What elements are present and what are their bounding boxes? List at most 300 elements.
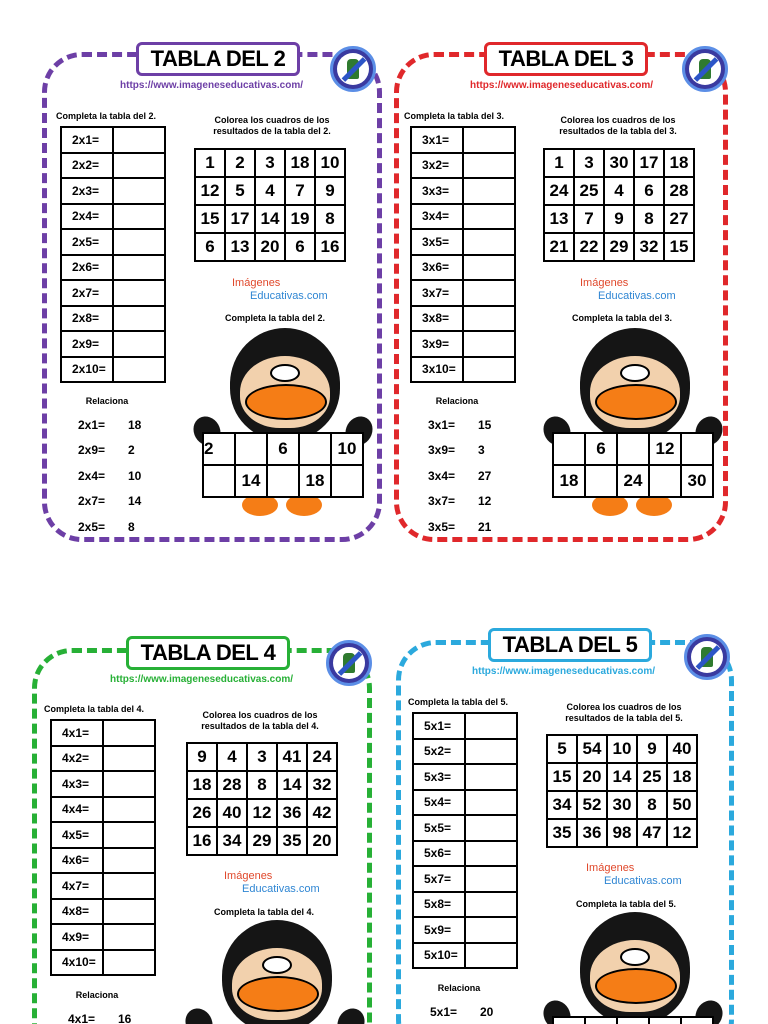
multiplication-question: 4x9=: [51, 924, 103, 950]
table-row: [51, 873, 155, 899]
answer-cell[interactable]: [113, 280, 165, 306]
grid-row: [547, 819, 697, 847]
grid-cell[interactable]: 5: [547, 735, 577, 763]
grid-cell[interactable]: 36: [577, 819, 607, 847]
relaciona-row[interactable]: [60, 514, 168, 540]
answer-cell[interactable]: [113, 229, 165, 255]
relaciona-row[interactable]: [410, 514, 518, 540]
logo-line1: Imágenes: [232, 277, 281, 289]
multiplication-question: 3x3=: [411, 178, 463, 204]
grid-cell[interactable]: 1: [544, 149, 574, 177]
grid-cell[interactable]: 5: [225, 177, 255, 205]
relaciona-answer: 2: [128, 443, 135, 458]
answer-cell[interactable]: [103, 720, 155, 746]
multiplication-question: 3x1=: [411, 127, 463, 153]
table-row: [411, 357, 515, 383]
table-row: [413, 917, 517, 943]
grid-cell[interactable]: 18: [667, 763, 697, 791]
grid-row: [195, 233, 345, 261]
grid-cell[interactable]: 3: [574, 149, 604, 177]
source-url[interactable]: https://www.imageneseducativas.com/: [106, 674, 297, 685]
grid-cell[interactable]: 4: [604, 177, 634, 205]
table-row: [61, 280, 165, 306]
grid-cell[interactable]: 47: [637, 819, 667, 847]
answer-cell[interactable]: [103, 822, 155, 848]
brand-badge-icon: [682, 46, 728, 92]
answer-cell[interactable]: [113, 306, 165, 332]
table-row: [411, 255, 515, 281]
relaciona-row[interactable]: [50, 1006, 158, 1024]
grid-row: [547, 763, 697, 791]
multiplication-question: 4x3=: [51, 771, 103, 797]
answer-cell[interactable]: [463, 255, 515, 281]
grid-cell[interactable]: 6: [634, 177, 664, 205]
grid-cell[interactable]: 21: [544, 233, 574, 261]
grid-cell[interactable]: 14: [607, 763, 637, 791]
answer-cell[interactable]: [463, 280, 515, 306]
grid-row: [544, 177, 694, 205]
complete-table-label: Completa la tabla del 5.: [408, 697, 509, 707]
grid-cell[interactable]: 27: [664, 205, 694, 233]
relaciona-question: 2x5=: [78, 519, 106, 534]
grid-cell[interactable]: 7: [285, 177, 315, 205]
relaciona-row[interactable]: [60, 489, 168, 515]
answer-cell[interactable]: [103, 797, 155, 823]
penguin-grid-cell[interactable]: [617, 1017, 649, 1024]
brand-logo: [580, 277, 676, 303]
penguin-grid-row: [553, 1017, 713, 1024]
relaciona-answer: 3: [478, 443, 485, 458]
table-row: [51, 924, 155, 950]
relaciona-title: Relaciona: [437, 983, 481, 993]
answer-cell[interactable]: [465, 866, 517, 892]
color-instruction: Colorea los cuadros de los resultados de la tabla del 4.: [201, 710, 319, 731]
grid-cell[interactable]: 10: [607, 735, 637, 763]
grid-cell[interactable]: 8: [315, 205, 345, 233]
penguin-grid-cell[interactable]: 12: [649, 433, 681, 465]
multiplication-question: 4x1=: [51, 720, 103, 746]
grid-row: [547, 735, 697, 763]
grid-cell[interactable]: 40: [217, 799, 247, 827]
answer-cell[interactable]: [465, 815, 517, 841]
grid-cell[interactable]: 4: [217, 743, 247, 771]
grid-cell[interactable]: 4: [255, 177, 285, 205]
relaciona-question: 2x4=: [78, 468, 106, 483]
penguin-wing: [332, 1004, 370, 1024]
table-row: [411, 306, 515, 332]
penguin-grid-cell[interactable]: 10: [331, 433, 363, 465]
table-row: [413, 713, 517, 739]
answer-cell[interactable]: [465, 764, 517, 790]
grid-cell[interactable]: 18: [187, 771, 217, 799]
multiplication-question: 4x10=: [51, 950, 103, 976]
relaciona-section: [410, 396, 518, 540]
multiplication-question: 2x9=: [61, 331, 113, 357]
answer-cell[interactable]: [463, 229, 515, 255]
grid-cell[interactable]: 17: [225, 205, 255, 233]
multiplication-table: [50, 719, 156, 976]
grid-cell[interactable]: 17: [634, 149, 664, 177]
relaciona-answer: 12: [478, 494, 492, 509]
grid-row: [187, 771, 337, 799]
answer-cell[interactable]: [465, 943, 517, 969]
multiplication-question: 3x9=: [411, 331, 463, 357]
penguin-grid-cell[interactable]: [681, 1017, 713, 1024]
source-url[interactable]: https://www.imageneseducativas.com/: [468, 666, 659, 677]
brand-logo: [232, 277, 328, 303]
grid-cell[interactable]: 8: [637, 791, 667, 819]
table-row: [411, 127, 515, 153]
table-row: [51, 746, 155, 772]
brand-badge-icon: [684, 634, 730, 680]
multiplication-question: 5x10=: [413, 943, 465, 969]
multiplication-question: 5x9=: [413, 917, 465, 943]
grid-cell[interactable]: 32: [307, 771, 337, 799]
relaciona-row[interactable]: [410, 412, 518, 438]
penguin-grid-cell[interactable]: [235, 433, 267, 465]
grid-cell[interactable]: 12: [247, 799, 277, 827]
answer-cell[interactable]: [103, 746, 155, 772]
table-row: [413, 841, 517, 867]
table-row: [61, 229, 165, 255]
grid-cell[interactable]: 40: [667, 735, 697, 763]
grid-cell[interactable]: 19: [285, 205, 315, 233]
answer-cell[interactable]: [113, 204, 165, 230]
table-row: [413, 892, 517, 918]
multiplication-question: 2x4=: [61, 204, 113, 230]
penguin-grid-cell[interactable]: [617, 433, 649, 465]
multiplication-question: 2x1=: [61, 127, 113, 153]
grid-cell[interactable]: 24: [544, 177, 574, 205]
penguin-grid-cell[interactable]: [267, 465, 299, 497]
penguin-grid-cell[interactable]: 6: [267, 433, 299, 465]
answer-cell[interactable]: [465, 841, 517, 867]
table-row: [411, 229, 515, 255]
answer-cell[interactable]: [463, 178, 515, 204]
complete-table-label: Completa la tabla del 2.: [56, 111, 157, 121]
table-row: [411, 178, 515, 204]
color-grid: [186, 742, 338, 856]
multiplication-question: 3x4=: [411, 204, 463, 230]
grid-cell[interactable]: 29: [247, 827, 277, 855]
answer-cell[interactable]: [103, 873, 155, 899]
relaciona-answer: 18: [128, 417, 142, 432]
grid-cell[interactable]: 36: [277, 799, 307, 827]
grid-cell[interactable]: 42: [307, 799, 337, 827]
relaciona-row[interactable]: [60, 412, 168, 438]
penguin-grid-cell[interactable]: [553, 433, 585, 465]
penguin-grid-cell[interactable]: 2: [203, 433, 235, 465]
table-row: [61, 306, 165, 332]
grid-cell[interactable]: 28: [217, 771, 247, 799]
logo-line2: Educativas.com: [250, 290, 328, 302]
grid-cell[interactable]: 30: [604, 149, 634, 177]
relaciona-question: 3x1=: [428, 417, 456, 432]
multiplication-question: 4x2=: [51, 746, 103, 772]
relaciona-question: 3x5=: [428, 519, 456, 534]
table-row: [51, 950, 155, 976]
penguin-beak: [595, 384, 677, 420]
penguin-illustration: [182, 920, 366, 1024]
multiplication-question: 4x8=: [51, 899, 103, 925]
grid-cell[interactable]: 15: [547, 763, 577, 791]
penguin-illustration: [540, 912, 724, 1024]
multiplication-question: 5x5=: [413, 815, 465, 841]
penguin-grid-cell[interactable]: [585, 465, 617, 497]
penguin-grid-cell[interactable]: 6: [585, 433, 617, 465]
multiplication-question: 3x6=: [411, 255, 463, 281]
multiplication-question: 2x10=: [61, 357, 113, 383]
logo-line1: Imágenes: [586, 862, 635, 874]
answer-cell[interactable]: [113, 255, 165, 281]
table-row: [51, 848, 155, 874]
table-row: [61, 178, 165, 204]
table-row: [411, 204, 515, 230]
logo-line2: Educativas.com: [242, 883, 320, 895]
multiplication-question: 2x3=: [61, 178, 113, 204]
grid-cell[interactable]: 3: [255, 149, 285, 177]
multiplication-question: 2x2=: [61, 153, 113, 179]
answer-cell[interactable]: [103, 950, 155, 976]
color-instruction: Colorea los cuadros de los resultados de la tabla del 2.: [213, 115, 331, 136]
penguin-grid-cell[interactable]: 24: [617, 465, 649, 497]
relaciona-question: 3x9=: [428, 443, 456, 458]
grid-cell[interactable]: 25: [574, 177, 604, 205]
grid-cell[interactable]: 14: [277, 771, 307, 799]
answer-cell[interactable]: [465, 790, 517, 816]
penguin-illustration: [540, 328, 724, 518]
grid-cell[interactable]: 7: [574, 205, 604, 233]
complete-table-label-2: Completa la tabla del 3.: [572, 313, 673, 323]
relaciona-section: [60, 396, 168, 540]
grid-row: [544, 205, 694, 233]
grid-row: [544, 149, 694, 177]
multiplication-question: 2x5=: [61, 229, 113, 255]
grid-cell[interactable]: 28: [664, 177, 694, 205]
multiplication-question: 3x8=: [411, 306, 463, 332]
relaciona-row[interactable]: [410, 438, 518, 464]
answer-cell[interactable]: [463, 204, 515, 230]
grid-cell[interactable]: 41: [277, 743, 307, 771]
answer-cell[interactable]: [465, 892, 517, 918]
complete-table-label: Completa la tabla del 4.: [44, 704, 145, 714]
logo-line1: Imágenes: [580, 277, 629, 289]
penguin-grid-cell[interactable]: 18: [553, 465, 585, 497]
penguin-grid-cell[interactable]: [331, 465, 363, 497]
grid-cell[interactable]: 8: [247, 771, 277, 799]
grid-row: [187, 743, 337, 771]
grid-cell[interactable]: 30: [607, 791, 637, 819]
relaciona-question: 4x1=: [68, 1011, 96, 1024]
color-instruction: Colorea los cuadros de los resultados de la tabla del 3.: [559, 115, 677, 136]
relaciona-answer: 10: [128, 468, 142, 483]
source-url[interactable]: https://www.imageneseducativas.com/: [466, 80, 657, 91]
table-row: [61, 127, 165, 153]
penguin-grid-cell[interactable]: 14: [235, 465, 267, 497]
grid-cell[interactable]: 3: [247, 743, 277, 771]
multiplication-question: 5x8=: [413, 892, 465, 918]
grid-cell[interactable]: 34: [547, 791, 577, 819]
relaciona-title: Relaciona: [435, 396, 479, 406]
color-grid: [543, 148, 695, 262]
color-instruction: Colorea los cuadros de los resultados de la tabla del 5.: [565, 702, 683, 723]
table-row: [413, 815, 517, 841]
grid-cell[interactable]: 9: [187, 743, 217, 771]
penguin-eyes: [270, 364, 300, 382]
penguin-grid-cell[interactable]: [649, 465, 681, 497]
table-row: [51, 822, 155, 848]
answer-cell[interactable]: [463, 331, 515, 357]
grid-cell[interactable]: 35: [277, 827, 307, 855]
penguin-grid-cell[interactable]: [203, 465, 235, 497]
grid-cell[interactable]: 9: [315, 177, 345, 205]
answer-cell[interactable]: [463, 357, 515, 383]
penguin-grid-row: [553, 465, 713, 497]
grid-cell[interactable]: 1: [195, 149, 225, 177]
answer-cell[interactable]: [113, 357, 165, 383]
penguin-number-grid: [552, 1016, 714, 1024]
penguin-eyes: [262, 956, 292, 974]
grid-cell[interactable]: 22: [574, 233, 604, 261]
table-row: [61, 204, 165, 230]
relaciona-question: 3x7=: [428, 494, 456, 509]
logo-line2: Educativas.com: [598, 290, 676, 302]
brand-badge-icon: [330, 46, 376, 92]
grid-cell[interactable]: 15: [664, 233, 694, 261]
grid-cell[interactable]: 18: [285, 149, 315, 177]
penguin-grid-row: [553, 433, 713, 465]
penguin-eyes: [620, 948, 650, 966]
penguin-eyes: [620, 364, 650, 382]
relaciona-answer: 15: [478, 417, 492, 432]
relaciona-question: 2x1=: [78, 417, 106, 432]
penguin-grid-cell[interactable]: [553, 1017, 585, 1024]
answer-cell[interactable]: [103, 771, 155, 797]
answer-cell[interactable]: [103, 848, 155, 874]
table-row: [413, 943, 517, 969]
brand-logo: [586, 862, 682, 888]
relaciona-row[interactable]: [410, 489, 518, 515]
grid-cell[interactable]: 20: [255, 233, 285, 261]
relaciona-title: Relaciona: [75, 990, 119, 1000]
complete-table-label: Completa la tabla del 3.: [404, 111, 505, 121]
grid-cell[interactable]: 8: [634, 205, 664, 233]
relaciona-section: [412, 983, 520, 1024]
relaciona-answer: 20: [480, 1004, 494, 1019]
grid-cell[interactable]: 24: [307, 743, 337, 771]
relaciona-answer: 16: [118, 1011, 132, 1024]
grid-cell[interactable]: 35: [547, 819, 577, 847]
grid-cell[interactable]: 20: [307, 827, 337, 855]
table-row: [51, 797, 155, 823]
penguin-beak: [245, 384, 327, 420]
grid-row: [195, 205, 345, 233]
multiplication-question: 5x4=: [413, 790, 465, 816]
grid-cell[interactable]: 13: [225, 233, 255, 261]
answer-cell[interactable]: [465, 739, 517, 765]
multiplication-question: 3x2=: [411, 153, 463, 179]
grid-cell[interactable]: 34: [217, 827, 247, 855]
grid-cell[interactable]: 32: [634, 233, 664, 261]
penguin-number-grid: [552, 432, 714, 498]
answer-cell[interactable]: [103, 899, 155, 925]
grid-cell[interactable]: 16: [187, 827, 217, 855]
answer-cell[interactable]: [113, 127, 165, 153]
card-title: TABLA DEL 4: [126, 636, 290, 670]
grid-cell[interactable]: 13: [544, 205, 574, 233]
grid-cell[interactable]: 20: [577, 763, 607, 791]
answer-cell[interactable]: [113, 153, 165, 179]
answer-cell[interactable]: [465, 713, 517, 739]
relaciona-answer: 27: [478, 468, 492, 483]
grid-cell[interactable]: 26: [187, 799, 217, 827]
relaciona-row[interactable]: [412, 999, 520, 1024]
grid-cell[interactable]: 6: [285, 233, 315, 261]
penguin-grid-cell[interactable]: [681, 433, 713, 465]
penguin-grid-cell[interactable]: [649, 1017, 681, 1024]
relaciona-row[interactable]: [60, 438, 168, 464]
multiplication-question: 4x7=: [51, 873, 103, 899]
penguin-grid-cell[interactable]: 30: [681, 465, 713, 497]
grid-cell[interactable]: 10: [315, 149, 345, 177]
grid-cell[interactable]: 2: [225, 149, 255, 177]
penguin-grid-cell[interactable]: [299, 433, 331, 465]
answer-cell[interactable]: [113, 178, 165, 204]
table-row: [413, 866, 517, 892]
multiplication-question: 3x5=: [411, 229, 463, 255]
grid-cell[interactable]: 15: [195, 205, 225, 233]
penguin-grid-row: [203, 433, 363, 465]
relaciona-answer: 21: [478, 519, 492, 534]
grid-cell[interactable]: 12: [195, 177, 225, 205]
source-url[interactable]: https://www.imageneseducativas.com/: [116, 80, 307, 91]
grid-cell[interactable]: 18: [664, 149, 694, 177]
grid-cell[interactable]: 29: [604, 233, 634, 261]
penguin-wing: [180, 1004, 218, 1024]
penguin-grid-cell[interactable]: 18: [299, 465, 331, 497]
grid-cell[interactable]: 14: [255, 205, 285, 233]
grid-cell[interactable]: 52: [577, 791, 607, 819]
grid-cell[interactable]: 25: [637, 763, 667, 791]
logo-line1: Imágenes: [224, 870, 273, 882]
grid-cell[interactable]: 98: [607, 819, 637, 847]
answer-cell[interactable]: [463, 127, 515, 153]
relaciona-row[interactable]: [410, 463, 518, 489]
multiplication-table: [412, 712, 518, 969]
answer-cell[interactable]: [113, 331, 165, 357]
grid-cell[interactable]: 9: [637, 735, 667, 763]
grid-row: [547, 791, 697, 819]
answer-cell[interactable]: [465, 917, 517, 943]
penguin-beak: [237, 976, 319, 1012]
table-row: [51, 771, 155, 797]
relaciona-row[interactable]: [60, 463, 168, 489]
grid-cell[interactable]: 12: [667, 819, 697, 847]
brand-badge-icon: [326, 640, 372, 686]
answer-cell[interactable]: [103, 924, 155, 950]
grid-cell[interactable]: 50: [667, 791, 697, 819]
grid-cell[interactable]: 6: [195, 233, 225, 261]
answer-cell[interactable]: [463, 153, 515, 179]
penguin-grid-cell[interactable]: [585, 1017, 617, 1024]
grid-cell[interactable]: 54: [577, 735, 607, 763]
grid-cell[interactable]: 9: [604, 205, 634, 233]
complete-table-label-2: Completa la tabla del 4.: [214, 907, 315, 917]
table-row: [61, 255, 165, 281]
grid-cell[interactable]: 16: [315, 233, 345, 261]
answer-cell[interactable]: [463, 306, 515, 332]
complete-table-label-2: Completa la tabla del 2.: [225, 313, 326, 323]
